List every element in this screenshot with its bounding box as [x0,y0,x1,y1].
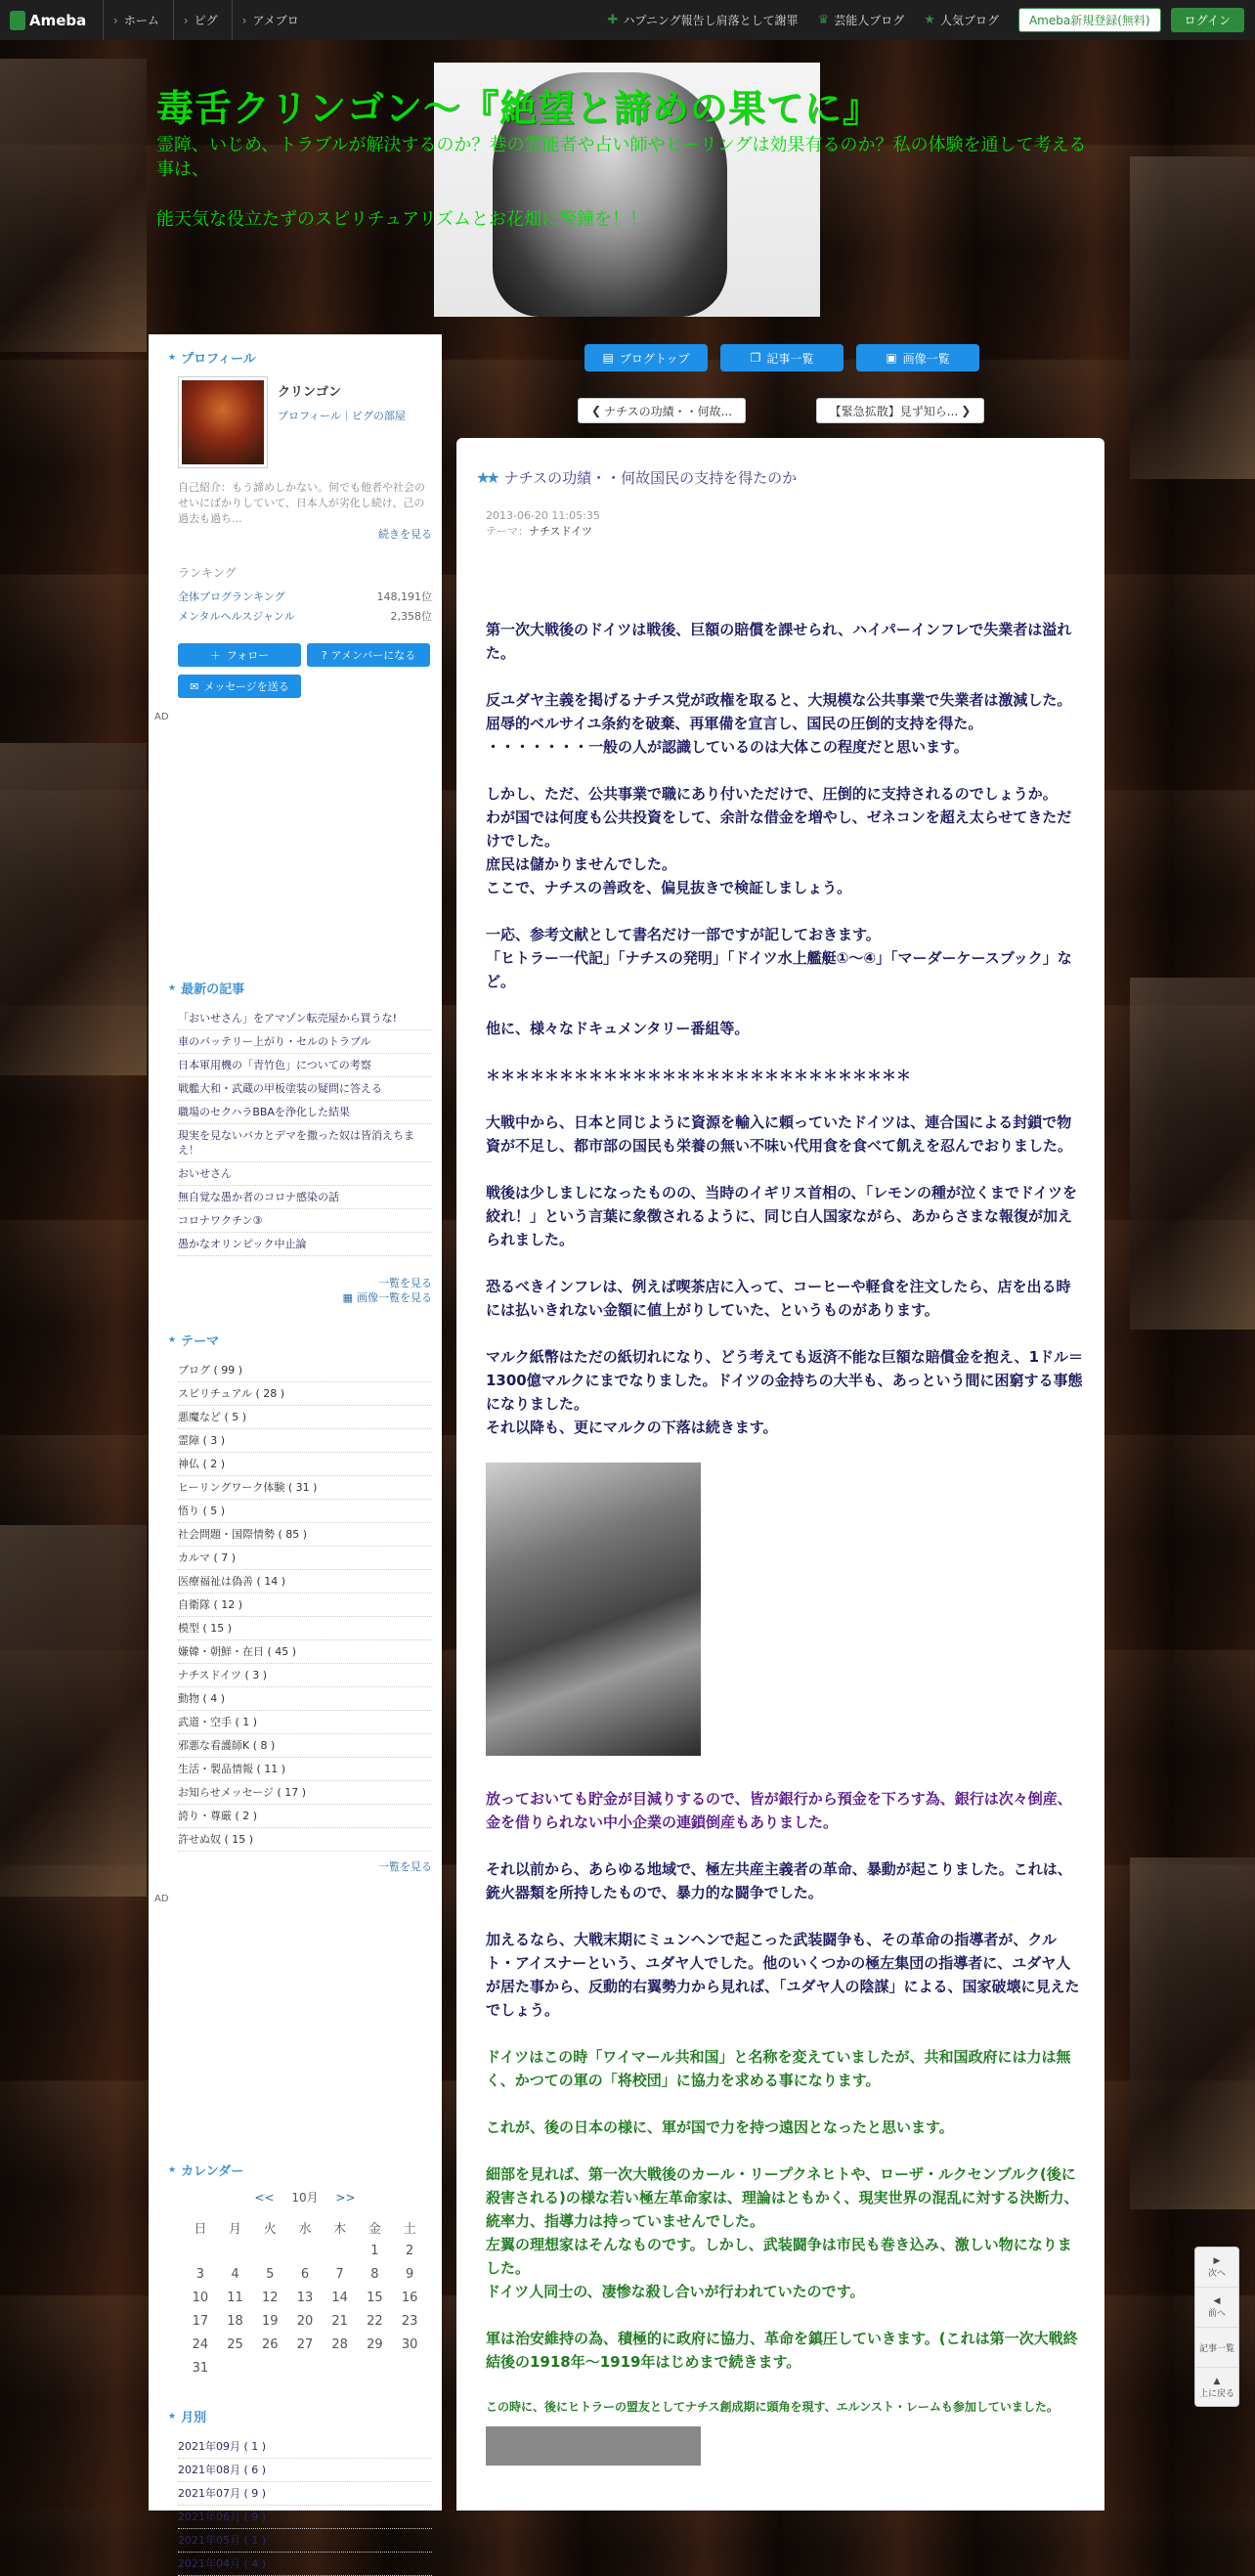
theme-item[interactable]: 神仏 ( 2 ) [178,1453,432,1476]
calendar-day [287,2239,323,2262]
calendar-day[interactable]: 15 [367,2290,383,2305]
entry-paragraph: 他に、様々なドキュメンタリー番組等。 [486,1020,750,1037]
entry-paragraph: 細部を見れば、第一次大戦後のカール・リープクネヒトや、ローザ・ルクセンブルク(後に殺害される)の様な若い極左革命家は、理論はともかく、現実世界の混乱に対する決断力、統率力、指導力は持っていませんでした。 左翼の理想家はそんなものです。しかし、武装闘争は市民も巻き込み、激しい物になりました。 ドイツ人同士の、凄惨な殺し合いが行われていたのです。 [486,2165,1079,2300]
calendar-day[interactable]: 31 [192,2360,209,2376]
profile-heading: ★ プロフィール [168,348,422,367]
archive-item[interactable]: 2021年08月 ( 6 ) [178,2459,432,2482]
back-to-top-button[interactable] [1195,2368,1238,2408]
theme-item[interactable]: ナチスドイツ ( 3 ) [178,1664,432,1687]
profile-intro-text: 自己紹介：もう諦めしかない。何でも他者や社会のせいにばかりしていて、日本人が劣化し続け、己の過去も過ち... [178,481,425,525]
entry-date: 2013-06-20 11:05:35 [486,509,600,522]
tab-blog-top-label: ブログトップ [619,351,690,366]
calendar-day[interactable]: 12 [261,2290,279,2305]
article-list-label: 記事一覧 [1198,2343,1234,2354]
profile-intro [178,480,432,543]
theme-item[interactable]: 悟り ( 5 ) [178,1500,432,1523]
nav-pigg[interactable]: › ピグ [173,0,232,40]
theme-item[interactable]: 自衛隊 ( 12 ) [178,1594,432,1617]
calendar-month: 10月 [291,2191,319,2205]
tab-image-list[interactable] [856,344,979,371]
plus-icon: ＋ [209,649,221,662]
background-image-tile [0,59,147,352]
theme-item[interactable]: 霊障 ( 3 ) [178,1429,432,1453]
recent-article-item[interactable]: 戦艦大和・武蔵の甲板塗装の疑問に答える [178,1077,432,1101]
calendar-day[interactable]: 5 [266,2266,275,2282]
ranking-row[interactable] [178,587,432,606]
logo-text: Ameba [29,11,87,29]
calendar-day[interactable]: 1 [370,2243,379,2258]
recent-heading: ★ 最新の記事 [168,979,422,997]
entry-paragraph: しかし、ただ、公共事業で職にあり付いただけで、圧倒的に支持されるのでしょうか。 わが国では何度も公共投資をして、余計な借金を増やし、ゼネコンを超え太らせてきただけでした。 庶民は儲かりませんでした。 ここで、ナチスの善政を、偏見抜きで検証しましょう。 [486,785,1072,896]
previous-label: 前へ [1207,2308,1226,2319]
calendar-weekday: 月 [229,2221,242,2237]
calendar-heading: ★ カレンダー [168,2161,422,2179]
crown-icon: ♛ [817,13,830,27]
nav-ameblo[interactable]: › アメブロ [232,0,313,40]
entry-paragraph: 第一次大戦後のドイツは戦後、巨額の賠償を課せられ、ハイパーインフレで失業者は溢れた。 [486,621,1072,662]
calendar-weekday: 金 [368,2221,381,2237]
blog-title[interactable]: 毒舌クリンゴン～『絶望と諦めの果てに』 [156,87,882,130]
avatar[interactable] [178,376,268,468]
background-image-tile [1130,1857,1255,2209]
theme-item[interactable]: カルマ ( 7 ) [178,1547,432,1570]
calendar-weekday: 火 [263,2221,277,2237]
ranking-value: 148,191位 [376,590,432,603]
entry-theme-link[interactable]: ナチスドイツ [529,525,593,538]
plus-icon: ✚ [607,13,619,27]
image-icon: ▣ [886,351,897,365]
archive-item[interactable]: 2021年06月 ( 9 ) [178,2506,432,2529]
image-list-link[interactable] [178,1290,432,1305]
register-button[interactable]: Ameba新規登録(無料) [1018,8,1161,32]
entry-paragraph: これが、後の日本の様に、軍が国で力を持つ遠因となったと思います。 [486,2118,954,2136]
theme-heading: ★ テーマ [168,1331,422,1349]
amember-label: アメンバーになる [330,649,416,662]
profile-name[interactable]: クリンゴン [278,385,342,400]
calendar-day[interactable]: 30 [401,2336,418,2352]
archive-item[interactable]: 2021年09月 ( 1 ) [178,2435,432,2459]
calendar-day[interactable]: 28 [331,2336,348,2352]
article-photo[interactable] [486,2426,701,2466]
ameba-logo[interactable] [10,11,103,30]
entry-paragraph: 恐るべきインフレは、例えば喫茶店に入って、コーヒーや軽食を注文したら、店を出る時には払いきれない金額に値上がりしていた、というものがあります。 [486,1278,1071,1319]
calendar-day [218,2239,253,2262]
entry-paragraph: マルク紙幣はただの紙切れになり、どう考えても返済不能な巨額な賠償金を抱え、1ドル＝1300億マルクにまでなりました。ドイツの金持ちの大半も、あっという間に困窮する事態になりました。 それ以降も、更にマルクの下落は続きます。 [486,1348,1084,1436]
chevron-left-icon: ❮ [590,404,602,417]
calendar [178,2189,432,2380]
entry-paragraph: 加えるなら、大戦末期にミュンヘンで起こった武装闘争も、その革命の指導者が、クルト・アイスナーという、ユダヤ人でした。他のいくつかの極左集団の指導者に、ユダヤ人が居た事から、反動的右翼勢力から見れば、「ユダヤ人の陰謀」による、国家破壊に見えたでしょう。 [486,1931,1080,2019]
theme-item[interactable]: 邪悪な看護師K ( 8 ) [178,1734,432,1758]
nav-home[interactable]: › ホーム [103,0,173,40]
entry-body [486,618,1084,2466]
ad-space [168,1904,422,2161]
entry-meta [486,508,600,540]
entry-paragraph: ＊＊＊＊＊＊＊＊＊＊＊＊＊＊＊＊＊＊＊＊＊＊＊＊＊＊＊＊＊ [486,1067,912,1084]
calendar-day[interactable]: 9 [405,2266,414,2282]
entry-paragraph: 軍は治安維持の為、積極的に政府に協力、革命を鎮圧していきます。(これは第一次大戦終結後の1918年～1919年はじめまで続きます。 [486,2330,1078,2371]
news-link-label: ハプニング報告し肩落として謝罪 [623,14,799,27]
theme-list [178,1359,432,1852]
theme-item[interactable]: 武道・空手 ( 1 ) [178,1711,432,1734]
archive-heading: ★ 月別 [168,2407,422,2425]
theme-item[interactable]: お知らせメッセージ ( 17 ) [178,1781,432,1805]
theme-item[interactable]: 嫌韓・朝鮮・在日 ( 45 ) [178,1640,432,1664]
calendar-prev-button[interactable]: << [254,2191,275,2205]
sidebar [149,334,442,2570]
calendar-day [252,2356,287,2380]
follow-button[interactable] [178,643,301,667]
calendar-day[interactable]: 22 [367,2313,383,2329]
calendar-day[interactable]: 14 [331,2290,348,2305]
theme-item[interactable]: ブログ ( 99 ) [178,1359,432,1382]
calendar-day[interactable]: 29 [367,2336,383,2352]
global-nav [103,0,313,40]
global-header-right [608,0,1255,40]
popular-blog-label: 人気ブログ [939,14,999,27]
theme-item[interactable]: 悪魔など ( 5 ) [178,1406,432,1429]
celebrity-blog-link[interactable] [818,12,905,28]
blog-description-2: 能天気な役立たずのスピリチュアリズムとお花畑に警鐘を！！ [156,209,648,230]
next-label: 次へ [1207,2268,1226,2279]
recent-more-link[interactable]: 一覧を見る [378,1277,432,1289]
blog-description: 霊障、いじめ、トラブルが解決するのか？巷の霊能者や占い師やヒーリングは効果有るのか？私の体験を通して考える事は、 [156,135,1087,180]
recent-more [178,1276,432,1305]
theme-item[interactable]: 社会問題・国際情勢 ( 85 ) [178,1523,432,1547]
calendar-day[interactable]: 26 [261,2336,279,2352]
login-button[interactable]: ログイン [1171,8,1244,32]
entry-title [476,467,797,488]
ranking [178,564,432,626]
article-list-button[interactable] [1195,2328,1238,2368]
image-list-link-label: 画像一覧を見る [357,1291,432,1304]
entry-paragraph: 大戦中から、日本と同じように資源を輸入に頼っていたドイツは、連合国による封鎖で物資が不足し、都市部の国民も栄養の無い不味い代用食を食べて飢えを忍んでおりました。 [486,1113,1073,1155]
ad-label: AD [154,712,169,722]
theme-item[interactable]: 生活・製品情報 ( 11 ) [178,1758,432,1781]
recent-article-item[interactable]: 無自覚な愚か者のコロナ感染の話 [178,1186,432,1209]
theme-item[interactable]: 許せぬ奴 ( 15 ) [178,1828,432,1852]
background-image-tile [0,743,147,1075]
calendar-day[interactable]: 19 [261,2313,279,2329]
calendar-weekday: 水 [298,2221,312,2237]
theme-more [178,1859,432,1874]
stars-icon: ★★ [476,468,497,487]
calendar-day[interactable]: 10 [192,2290,209,2305]
prev-article-label: ナチスの功績・・何故... [604,404,733,418]
theme-item[interactable]: ヒーリングワーク体験 ( 31 ) [178,1476,432,1500]
calendar-day[interactable]: 13 [296,2290,314,2305]
message-button[interactable] [178,675,301,698]
global-header [0,0,1255,40]
entry-paragraph: ドイツはこの時「ワイマール共和国」と名称を変えていましたが、共和国政府には力は無く、かつての軍の「将校団」に協力を求める事になります。 [486,2048,1071,2089]
background-image-tile [1130,978,1255,1330]
follow-label: フォロー [226,649,270,662]
calendar-day[interactable]: 11 [227,2290,243,2305]
archive-item[interactable]: 2021年07月 ( 9 ) [178,2482,432,2506]
recent-article-item[interactable]: 「おいせさん」をアマゾン転売屋から買うな! [178,1007,432,1030]
calendar-weekday: 木 [333,2221,347,2237]
calendar-day[interactable]: 7 [335,2266,344,2282]
calendar-day [252,2239,287,2262]
calendar-day [323,2356,358,2380]
calendar-next-button[interactable]: >> [335,2191,356,2205]
mail-icon: ✉ [190,679,199,693]
calendar-weekday: 日 [194,2221,207,2237]
profile-actions [178,643,442,706]
ranking-row[interactable] [178,606,432,626]
previous-button[interactable] [1195,2288,1238,2328]
star-icon: ★ [924,13,935,27]
recent-article-item[interactable]: コロナワクチン③ [178,1209,432,1233]
entry-paragraph: 一応、参考文献として書名だけ一部ですが記しておきます。 「ヒトラー一代記」「ナチスの発明」「ドイツ水上艦艇①～④」「マーダーケースブック」など。 [486,926,1072,990]
profile-box [178,376,422,468]
recent-article-item[interactable]: 愚かなオリンピック中止論 [178,1233,432,1256]
calendar-day[interactable]: 27 [296,2336,314,2352]
tab-blog-top[interactable] [584,344,708,371]
calendar-day[interactable]: 24 [192,2336,209,2352]
calendar-day[interactable]: 6 [300,2266,310,2282]
recent-article-item[interactable]: 現実を見ないバカとデマを撒った奴は皆消えちまえ！ [178,1124,432,1162]
background-image-tile [0,1525,147,1897]
calendar-day[interactable]: 17 [192,2313,209,2329]
calendar-nav [178,2189,432,2205]
chevron-right-icon: ❯ [961,404,972,417]
calendar-day [218,2356,253,2380]
prev-article-button[interactable] [578,398,746,423]
article-photo[interactable] [486,1463,701,1756]
ameba-logo-icon [10,11,25,30]
tab-image-list-label: 画像一覧 [902,351,950,366]
recent-article-item[interactable]: おいせさん [178,1162,432,1186]
home-icon: ▤ [602,351,614,365]
popular-blog-link[interactable] [924,12,999,28]
background-image-tile [1130,156,1255,479]
calendar-day [183,2239,218,2262]
entry-paragraph: それ以前から、あらゆる地域で、極左共産主義者の革命、暴動が起こりました。これは、銃火器類を所持したもので、暴力的な闘争でした。 [486,1860,1072,1901]
calendar-day[interactable]: 21 [331,2313,348,2329]
archive-item[interactable]: 2021年04月 ( 4 ) [178,2553,432,2576]
theme-item[interactable]: 模型 ( 15 ) [178,1617,432,1640]
entry-paragraph: 反ユダヤ主義を掲げるナチス党が政権を取ると、大規模な公共事業で失業者は激減した。 屈辱的ベルサイユ条約を破棄、再軍備を宣言し、国民の圧倒的支持を得た。 ・・・・・・・一般の人が認識しているのは大体この程度だと思います。 [486,691,1072,756]
ad-label: AD [154,1894,169,1904]
calendar-day[interactable]: 3 [195,2266,204,2282]
image-icon: ▦ [342,1291,353,1304]
calendar-day[interactable]: 16 [401,2290,418,2305]
next-article-button[interactable] [816,398,984,423]
theme-item[interactable]: スピリチュアル ( 28 ) [178,1382,432,1406]
celebrity-blog-label: 芸能人ブログ [834,14,905,27]
profile-more-link[interactable]: 続きを見る [378,528,432,541]
amember-icon: ? [321,648,327,662]
ranking-title: ランキング [178,566,237,580]
calendar-day [287,2356,323,2380]
floating-nav [1194,2247,1239,2407]
entry-paragraph: 放っておいても貯金が目減りするので、皆が銀行から預金を下ろす為、銀行は次々倒産、金を借りられない中小企業の連鎖倒産もありました。 [486,1790,1072,1831]
back-icon: ◀ [1213,2295,1221,2306]
profile-links[interactable]: プロフィール｜ピグの部屋 [278,410,406,422]
message-label: メッセージを送る [203,680,289,693]
calendar-day[interactable]: 23 [401,2313,418,2329]
calendar-day[interactable]: 18 [227,2313,243,2329]
recent-article-item[interactable]: 車のバッテリー上がり・セルのトラブル [178,1030,432,1054]
calendar-day[interactable]: 2 [405,2243,414,2258]
archive-list [178,2435,432,2576]
calendar-day[interactable]: 4 [231,2266,239,2282]
list-icon: ❐ [750,351,761,365]
theme-more-link[interactable]: 一覧を見る [378,1860,432,1873]
tab-article-list-label: 記事一覧 [766,351,814,366]
recent-article-item[interactable]: 日本軍用機の「青竹色」についての考察 [178,1054,432,1077]
archive-item[interactable]: 2021年05月 ( 1 ) [178,2529,432,2553]
entry-paragraph: 戦後は少しましになったものの、当時のイギリス首相の、「レモンの種が泣くまでドイツを絞れ！」という言葉に象徴されるように、同じ白人国家ながら、あからさまな報復が加えられました。 [486,1184,1077,1248]
recent-list [178,1007,432,1256]
recent-article-item[interactable]: 職場のセクハラBBAを浄化した結果 [178,1101,432,1124]
tab-article-list[interactable] [720,344,844,371]
entry-theme-label: テーマ： [486,525,529,538]
calendar-day[interactable]: 20 [296,2313,314,2329]
theme-item[interactable]: 誇り・尊厳 ( 2 ) [178,1805,432,1828]
entry-paragraph: この時に、後にヒトラーの盟友としてナチス創成期に頭角を現す、エルンスト・レームも参加していました。 [486,2400,1059,2414]
calendar-day [358,2356,393,2380]
calendar-grid [183,2215,427,2380]
calendar-day[interactable]: 25 [227,2336,243,2352]
back-to-top-label: 上に戻る [1198,2389,1234,2399]
next-button[interactable] [1195,2248,1238,2288]
ranking-label: メンタルヘルスジャンル [178,610,295,623]
next-article-label: 【緊急拡散】見ず知ら... [829,404,959,418]
ranking-label: 全体ブログランキング [178,590,285,603]
calendar-weekday: 土 [403,2221,416,2237]
article [456,438,1104,2511]
news-link[interactable] [608,12,799,28]
calendar-day [392,2356,427,2380]
play-icon: ▶ [1213,2255,1221,2266]
entry-theme [486,524,600,540]
amember-button[interactable] [307,643,430,667]
calendar-day[interactable]: 8 [370,2266,379,2282]
theme-item[interactable]: 医療福祉は偽善 ( 14 ) [178,1570,432,1594]
theme-item[interactable]: 動物 ( 4 ) [178,1687,432,1711]
calendar-day [323,2239,358,2262]
ranking-value: 2,358位 [390,610,432,623]
up-icon: ▲ [1213,2377,1221,2386]
entry-title-text[interactable]: ナチスの功績・・何故国民の支持を得たのか [503,469,798,487]
ad-space [168,722,422,979]
